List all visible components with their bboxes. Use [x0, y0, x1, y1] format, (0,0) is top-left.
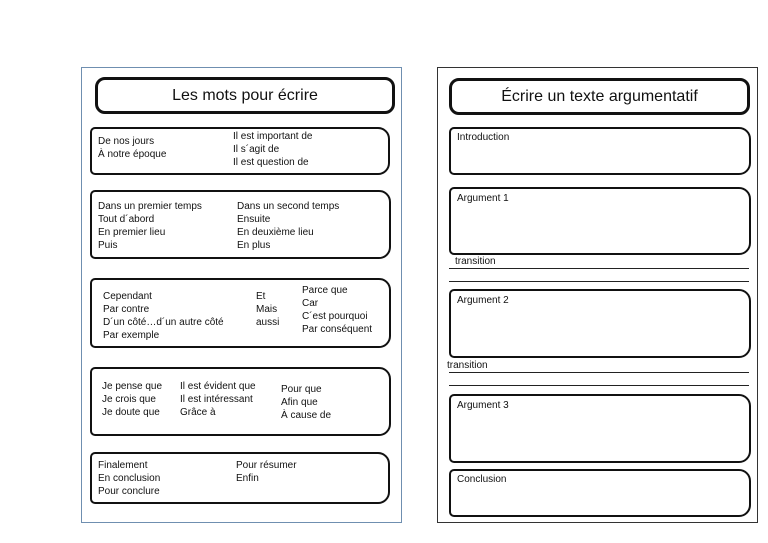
transition-1-label: transition — [455, 256, 496, 267]
phrase: D´un côté…d´un autre côté — [103, 317, 224, 328]
phrase: Il est important de — [233, 131, 313, 142]
phrase: En conclusion — [98, 473, 161, 484]
phrase: Il est évident que — [180, 381, 256, 392]
section-5-col-1 — [98, 459, 160, 498]
section-2-col-2 — [237, 200, 339, 252]
phrase: Tout d´abord — [98, 214, 155, 225]
writing-template-card — [437, 67, 758, 523]
phrase: Par contre — [103, 304, 150, 315]
transition-1-line — [449, 268, 749, 269]
phrase: En deuxième lieu — [237, 227, 314, 238]
transition-1-line-2 — [449, 281, 749, 282]
section-5 — [90, 452, 390, 504]
phrase: Pour que — [281, 384, 322, 395]
phrase: Il est intéressant — [180, 394, 253, 405]
phrase: De nos jours — [98, 136, 155, 147]
phrase: Dans un second temps — [237, 201, 340, 212]
section-3 — [90, 278, 391, 348]
phrase: Il est question de — [233, 157, 309, 168]
phrase: Finalement — [98, 460, 148, 471]
section-4-col-3 — [281, 383, 331, 422]
phrase: En plus — [237, 240, 271, 251]
phrase: Puis — [98, 240, 118, 251]
phrase: Je doute que — [102, 407, 160, 418]
argument-2-label: Argument 2 — [457, 295, 509, 306]
argument-3-label: Argument 3 — [457, 400, 509, 411]
phrase: Je crois que — [102, 394, 156, 405]
transition-2-line-2 — [449, 385, 749, 386]
argument-3-box[interactable] — [449, 394, 751, 463]
phrase: Je pense que — [102, 381, 163, 392]
phrase: Car — [302, 298, 319, 309]
phrase: Et — [256, 291, 266, 302]
phrase: Il s´agit de — [233, 144, 280, 155]
section-3-col-2 — [256, 290, 279, 329]
argument-2-box[interactable] — [449, 289, 751, 358]
phrase: Enfin — [236, 473, 259, 484]
section-1-col-1 — [98, 135, 166, 161]
section-5-col-2 — [236, 459, 297, 485]
template-title: Écrire un texte argumentatif — [449, 78, 750, 115]
vocabulary-card — [81, 67, 402, 523]
phrase: Cependant — [103, 291, 152, 302]
section-2 — [90, 190, 391, 259]
introduction-label: Introduction — [457, 132, 510, 143]
phrase: À notre époque — [98, 149, 167, 160]
phrase: C´est pourquoi — [302, 311, 368, 322]
transition-2-line — [449, 372, 749, 373]
phrase: Parce que — [302, 285, 348, 296]
section-4 — [90, 367, 391, 436]
phrase: Pour résumer — [236, 460, 297, 471]
section-4-col-2 — [180, 380, 256, 419]
section-3-col-1 — [103, 290, 224, 342]
phrase: Pour conclure — [98, 486, 160, 497]
section-1 — [90, 127, 390, 175]
phrase: À cause de — [281, 410, 332, 421]
argument-1-box[interactable] — [449, 187, 751, 255]
conclusion-box[interactable] — [449, 469, 751, 517]
phrase: Ensuite — [237, 214, 271, 225]
phrase: Par exemple — [103, 330, 160, 341]
phrase: Par conséquent — [302, 324, 373, 335]
argument-1-label: Argument 1 — [457, 193, 509, 204]
phrase: Mais — [256, 304, 278, 315]
phrase: Afin que — [281, 397, 318, 408]
phrase: Dans un premier temps — [98, 201, 202, 212]
conclusion-label: Conclusion — [457, 474, 507, 485]
section-3-col-3 — [302, 284, 372, 336]
vocabulary-title: Les mots pour écrire — [95, 77, 395, 114]
section-2-col-1 — [98, 200, 202, 252]
section-4-col-1 — [102, 380, 162, 419]
section-1-col-2 — [233, 130, 312, 169]
transition-2-label: transition — [447, 360, 488, 371]
phrase: Grâce à — [180, 407, 216, 418]
phrase: aussi — [256, 317, 280, 328]
phrase: En premier lieu — [98, 227, 166, 238]
introduction-box[interactable] — [449, 127, 751, 175]
